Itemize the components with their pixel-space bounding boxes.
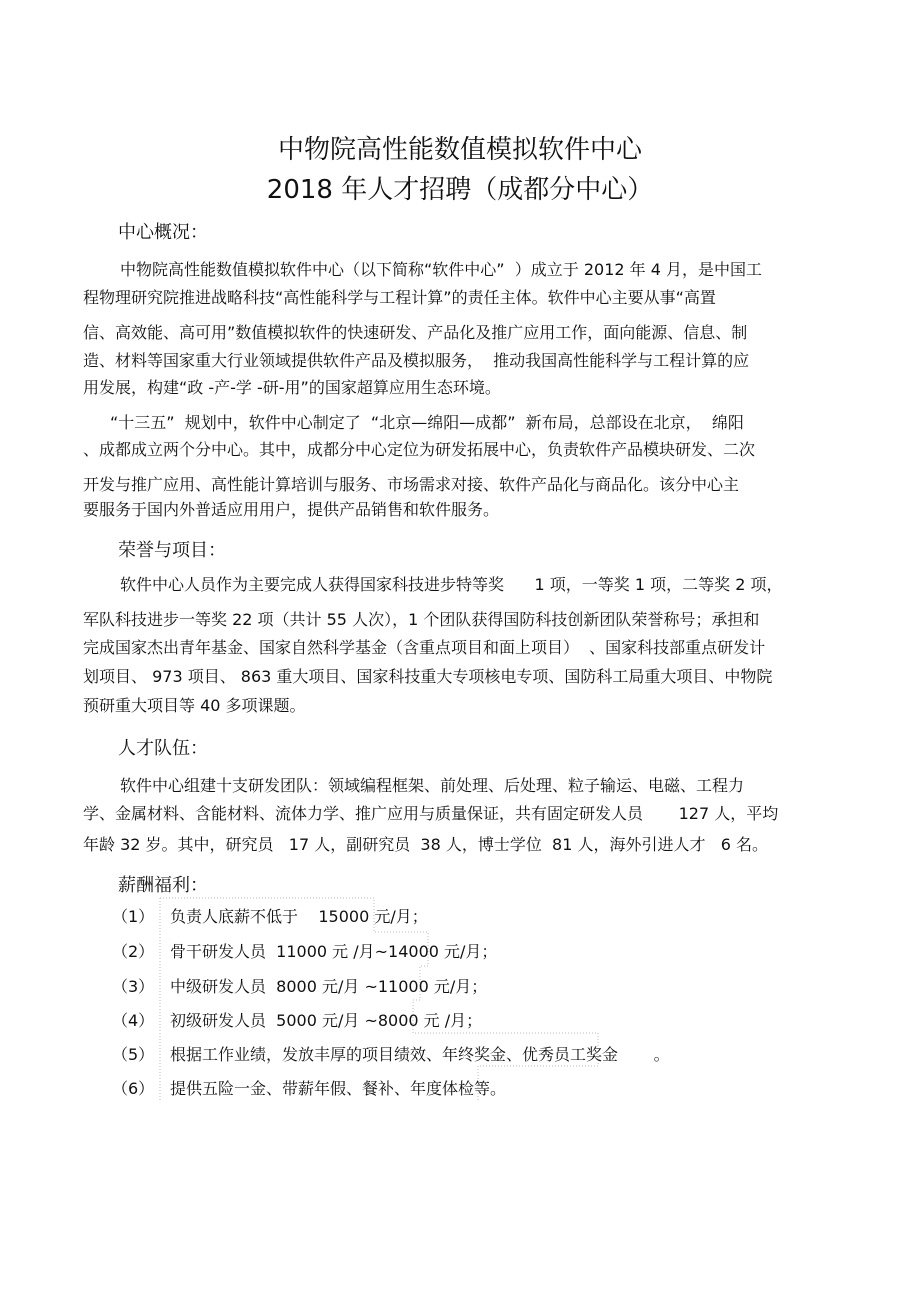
section-heading-team: 人才队伍： <box>118 738 208 759</box>
paragraph-line: 年龄 32 岁。其中，研究员 17 人，副研究员 38 人，博士学位 81 人，海外引进人才 6 名。 <box>83 835 768 854</box>
paragraph-line: “十三五” 规划中，软件中心制定了 “北京—绵阳—成都” 新布局，总部设在北京， 绵阳 <box>110 413 744 432</box>
paragraph-line: 开发与推广应用、高性能计算培训与服务、市场需求对接、软件产品化与商品化。该分中心主 <box>83 475 740 494</box>
benefit-number: （1） <box>112 907 155 926</box>
paragraph-line: 中物院高性能数值模拟软件中心（以下简称“软件中心” ）成立于 2012 年 4 月，是中国工 <box>120 260 762 279</box>
benefit-number: （5） <box>112 1045 155 1064</box>
benefit-text: 中级研发人员 8000 元/月 ~11000 元/月； <box>170 977 488 996</box>
document-title: 中物院高性能数值模拟软件中心 <box>277 135 642 165</box>
paragraph-line: 要服务于国内外普适应用用户，提供产品销售和软件服务。 <box>83 500 500 519</box>
section-heading-overview: 中心概况： <box>118 222 208 243</box>
benefit-number: （2） <box>112 942 155 961</box>
benefit-text: 负责人底薪不低于 15000 元/月； <box>170 907 428 926</box>
document-subtitle: 2018 年人才招聘（成都分中心） <box>266 175 654 205</box>
paragraph-line: 学、金属材料、含能材料、流体力学、推广应用与质量保证，共有固定研发人员 127 人，平均 <box>83 804 779 823</box>
paragraph-line: 预研重大项目等 40 多项课题。 <box>83 696 306 715</box>
section-heading-benefits: 薪酬福利： <box>118 875 208 896</box>
paragraph-line: 软件中心人员作为主要完成人获得国家科技进步特等奖 1 项，一等奖 1 项，二等奖 2 项， <box>120 575 783 594</box>
benefit-number: （6） <box>112 1079 155 1098</box>
paragraph-line: 用发展，构建“政 -产-学 -研-用”的国家超算应用生态环境。 <box>83 378 501 397</box>
paragraph-line: 信、高效能、高可用”数值模拟软件的快速研发、产品化及推广应用工作，面向能源、信息、制 <box>83 323 748 342</box>
benefit-number: （4） <box>112 1011 155 1030</box>
section-heading-honors: 荣誉与项目： <box>118 540 226 561</box>
paragraph-line: 程物理研究院推进战略科技“高性能科学与工程计算”的责任主体。软件中心主要从事“高置 <box>83 288 716 307</box>
benefit-number: （3） <box>112 977 155 996</box>
benefit-text: 根据工作业绩，发放丰厚的项目绩效、年终奖金、优秀员工奖金 。 <box>170 1045 670 1064</box>
paragraph-line: 软件中心组建十支研发团队：领域编程框架、前处理、后处理、粒子输运、电磁、工程力 <box>120 776 745 795</box>
paragraph-line: 、成都成立两个分中心。其中，成都分中心定位为研发拓展中心，负责软件产品模块研发、二次 <box>83 440 756 459</box>
paragraph-line: 完成国家杰出青年基金、国家自然科学基金（含重点项目和面上项目） 、国家科技部重点研发计 <box>83 638 766 657</box>
paragraph-line: 造、材料等国家重大行业领域提供软件产品及模拟服务， 推动我国高性能科学与工程计算的应 <box>83 351 750 370</box>
paragraph-line: 军队科技进步一等奖 22 项（共计 55 人次），1 个团队获得国防科技创新团队荣誉称号；承担和 <box>83 610 760 629</box>
benefit-text: 骨干研发人员 11000 元 /月~14000 元/月； <box>170 942 498 961</box>
paragraph-line: 划项目、 973 项目、 863 重大项目、国家科技重大专项核电专项、国防科工局重大项目、中物院 <box>83 667 773 686</box>
benefit-text: 提供五险一金、带薪年假、餐补、年度体检等。 <box>170 1079 507 1098</box>
benefit-text: 初级研发人员 5000 元/月 ~8000 元 /月； <box>170 1011 483 1030</box>
